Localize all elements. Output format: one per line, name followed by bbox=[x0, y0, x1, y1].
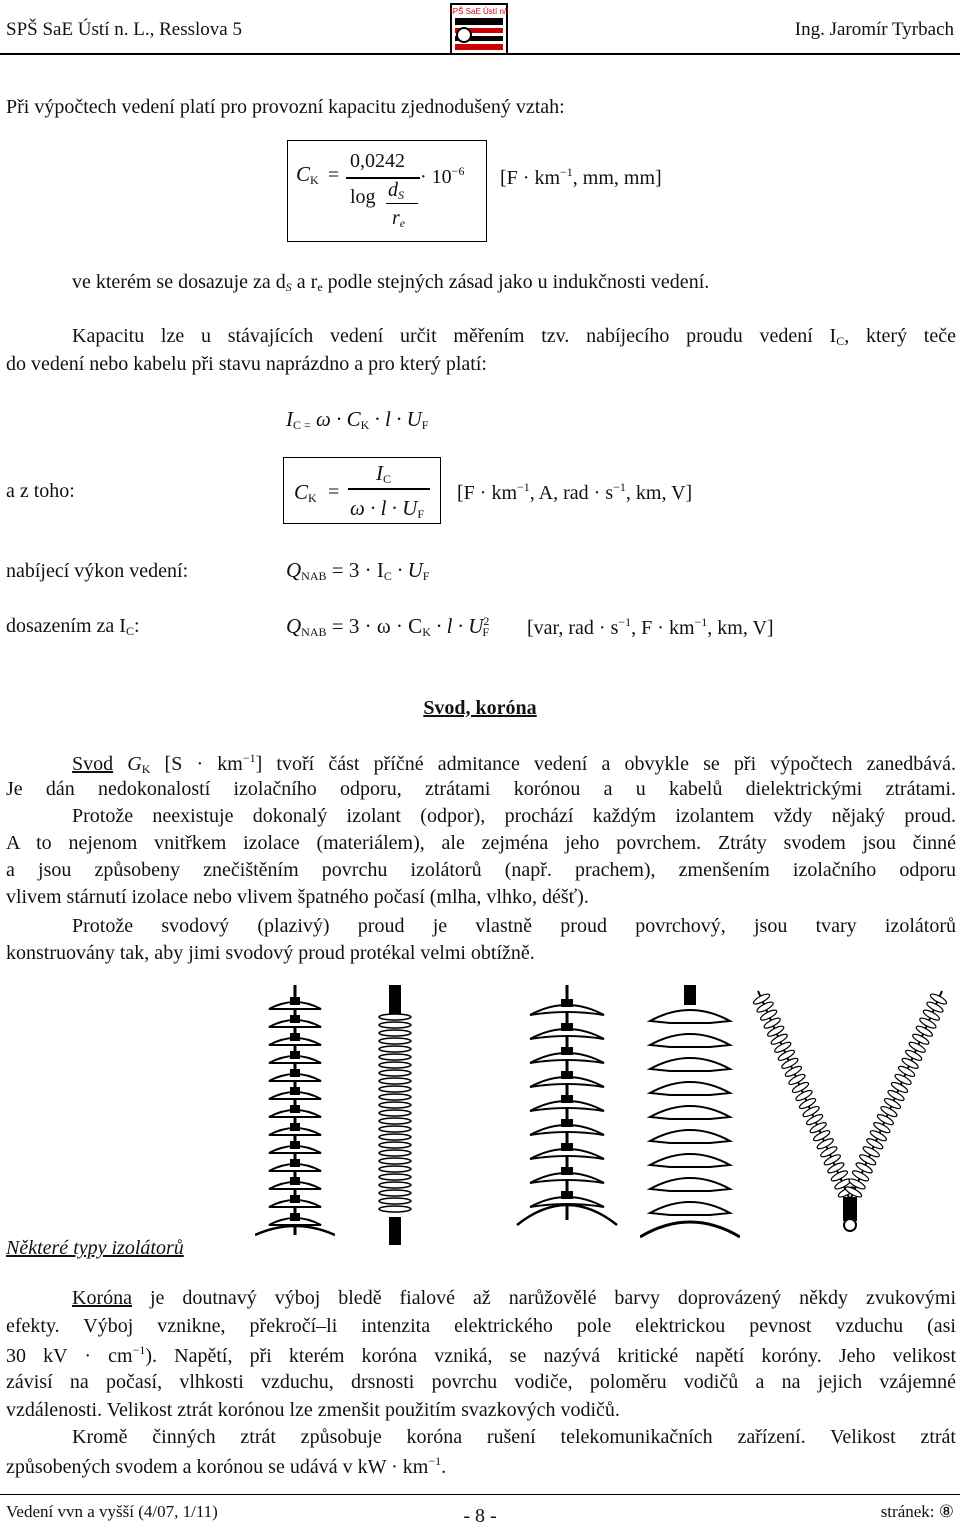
corona-line-5: vzdálenosti. Velikost ztrát korónou lze zmenšit použitím svazkových vodičů. bbox=[6, 1399, 620, 1421]
footer-right: stránek: ⑧ bbox=[880, 1502, 954, 1521]
formula-capacity-units: [$F \cdot km^{-1}$, mm, mm] bbox=[500, 165, 662, 189]
svod-line-7: Protože svodový (plazivý) proud je vlastně proud povrchový, jsou tvary izolátorů bbox=[72, 915, 956, 937]
svod-line-2: Je dán nedokonalostí izolačního odporu, ztrátami korónou a u kabelů dielektrickými ztrátami. bbox=[6, 778, 956, 800]
svg-text:SPŠ SaE Ústí n/L: SPŠ SaE Ústí n/L bbox=[450, 7, 508, 16]
insulator-string-figure bbox=[255, 985, 335, 1247]
svod-line-1: Svod $G_K$ $[S \cdot km^{-1}]$ tvoří část příčné admitance vedení a obvykle se při výpočtech zanedbává. bbox=[72, 751, 956, 776]
formula-charging-current: $I_{C =}$ $\omega \cdot C_K \cdot l \cdot U_F$ bbox=[286, 407, 429, 432]
insulator-post-figure bbox=[640, 985, 740, 1247]
school-logo bbox=[450, 3, 508, 55]
svod-line-4: A to nejenom vnitřkem izolace (materiálem), ale zejména jeho povrchem. Ztráty svodem jsou činné bbox=[6, 832, 956, 854]
formula-charging-power-units: [var, rad · $s^{-1}$, $F \cdot km^{-1}$, km, V] bbox=[527, 615, 774, 639]
formula5-label: dosazením za $I_C$: bbox=[6, 615, 140, 638]
corona-line-3: 30 kV · $cm^{-1}$). Napětí, při kterém koróna vzniká, se nazývá kritické napětí koróny. Jeho velikost bbox=[6, 1343, 956, 1367]
corona-line-6: Kromě činných ztrát způsobuje koróna rušení telekomunikačních zařízení. Velikost ztrát bbox=[72, 1426, 956, 1448]
svod-line-5: a jsou způsobeny znečištěním povrchu izolátorů (např. prachem), zmenšením izolačního odporu bbox=[6, 859, 956, 881]
formula-explanation: ve kterém se dosazuje za $d_S$ a $r_e$ podle stejných zásad jako u indukčnosti vedení. bbox=[72, 271, 710, 294]
insulator-long-rod-figure bbox=[365, 985, 425, 1247]
insulator-cap-pin-figure bbox=[512, 985, 622, 1247]
intro-text: Při výpočtech vedení platí pro provozní kapacitu zjednodušený vztah: bbox=[6, 96, 565, 118]
formula-charging-power-sub: $Q_{NAB} = 3 \cdot \omega \cdot C_K \cdot l \cdot U^2_F$ bbox=[286, 614, 490, 639]
formula-ck-units: [$F \cdot km^{-1}$, A, rad · $s^{-1}$, km, V] bbox=[457, 480, 693, 504]
svod-line-8: konstruovány tak, aby jimi svodový proud protékal velmi obtížně. bbox=[6, 942, 535, 964]
footer-rule bbox=[0, 1494, 960, 1495]
corona-line-7: způsobených svodem a korónou se udává v kW · $km^{-1}$. bbox=[6, 1454, 447, 1478]
formula3-label: a z toho: bbox=[6, 480, 75, 502]
header-rule bbox=[0, 53, 960, 55]
figure-caption: Některé typy izolátorů bbox=[6, 1237, 184, 1259]
corona-line-4: závisí na počasí, vlhkosti vzduchu, drsnosti povrchu vodiče, poloměru vodičů a na jejich vzájemné bbox=[6, 1371, 956, 1393]
formula-capacity-box: $C_K$ = 0,0242 log $d_S$ $r_e$ · $10^{-6}$ bbox=[287, 140, 487, 242]
formula-charging-power: $Q_{NAB} = 3 \cdot I_C \cdot U_F$ bbox=[286, 558, 430, 583]
section-title: Svod, koróna bbox=[423, 697, 537, 719]
corona-line-1: Koróna je doutnavý výboj bledě fialové až narůžovělé barvy doprovázený někdy zvukovými bbox=[72, 1287, 956, 1309]
header-left: SPŠ SaE Ústí n. L., Resslova 5 bbox=[6, 19, 242, 40]
insulator-v-string-figure bbox=[750, 985, 950, 1235]
svod-line-3: Protože neexistuje dokonalý izolant (odpor), prochází každým izolantem vždy nějaký proud. bbox=[72, 805, 956, 827]
header-right: Ing. Jaromír Tyrbach bbox=[794, 19, 954, 40]
svod-line-6: vlivem stárnutí izolace nebo vlivem špatného počasí (mlha, vlhko, déšť). bbox=[6, 886, 589, 908]
page-number: - 8 - bbox=[463, 1505, 497, 1527]
capacity-para-line1: Kapacitu lze u stávajících vedení určit měřením tzv. nabíjecího proudu vedení $I_C$, který teče bbox=[72, 325, 956, 348]
formula-ck-box: $C_K$ = $I_C$ $\omega \cdot l \cdot U_F$ bbox=[283, 457, 441, 524]
formula4-label: nabíjecí výkon vedení: bbox=[6, 560, 189, 582]
footer-left: Vedení vvn a vyšší (4/07, 1/11) bbox=[6, 1502, 218, 1521]
corona-line-2: efekty. Výboj vznikne, překročí–li intenzita elektrického pole elektrickou pevnost vzduchu (asi bbox=[6, 1315, 956, 1337]
capacity-para-line2: do vedení nebo kabelu při stavu naprázdno a pro který platí: bbox=[6, 353, 487, 375]
